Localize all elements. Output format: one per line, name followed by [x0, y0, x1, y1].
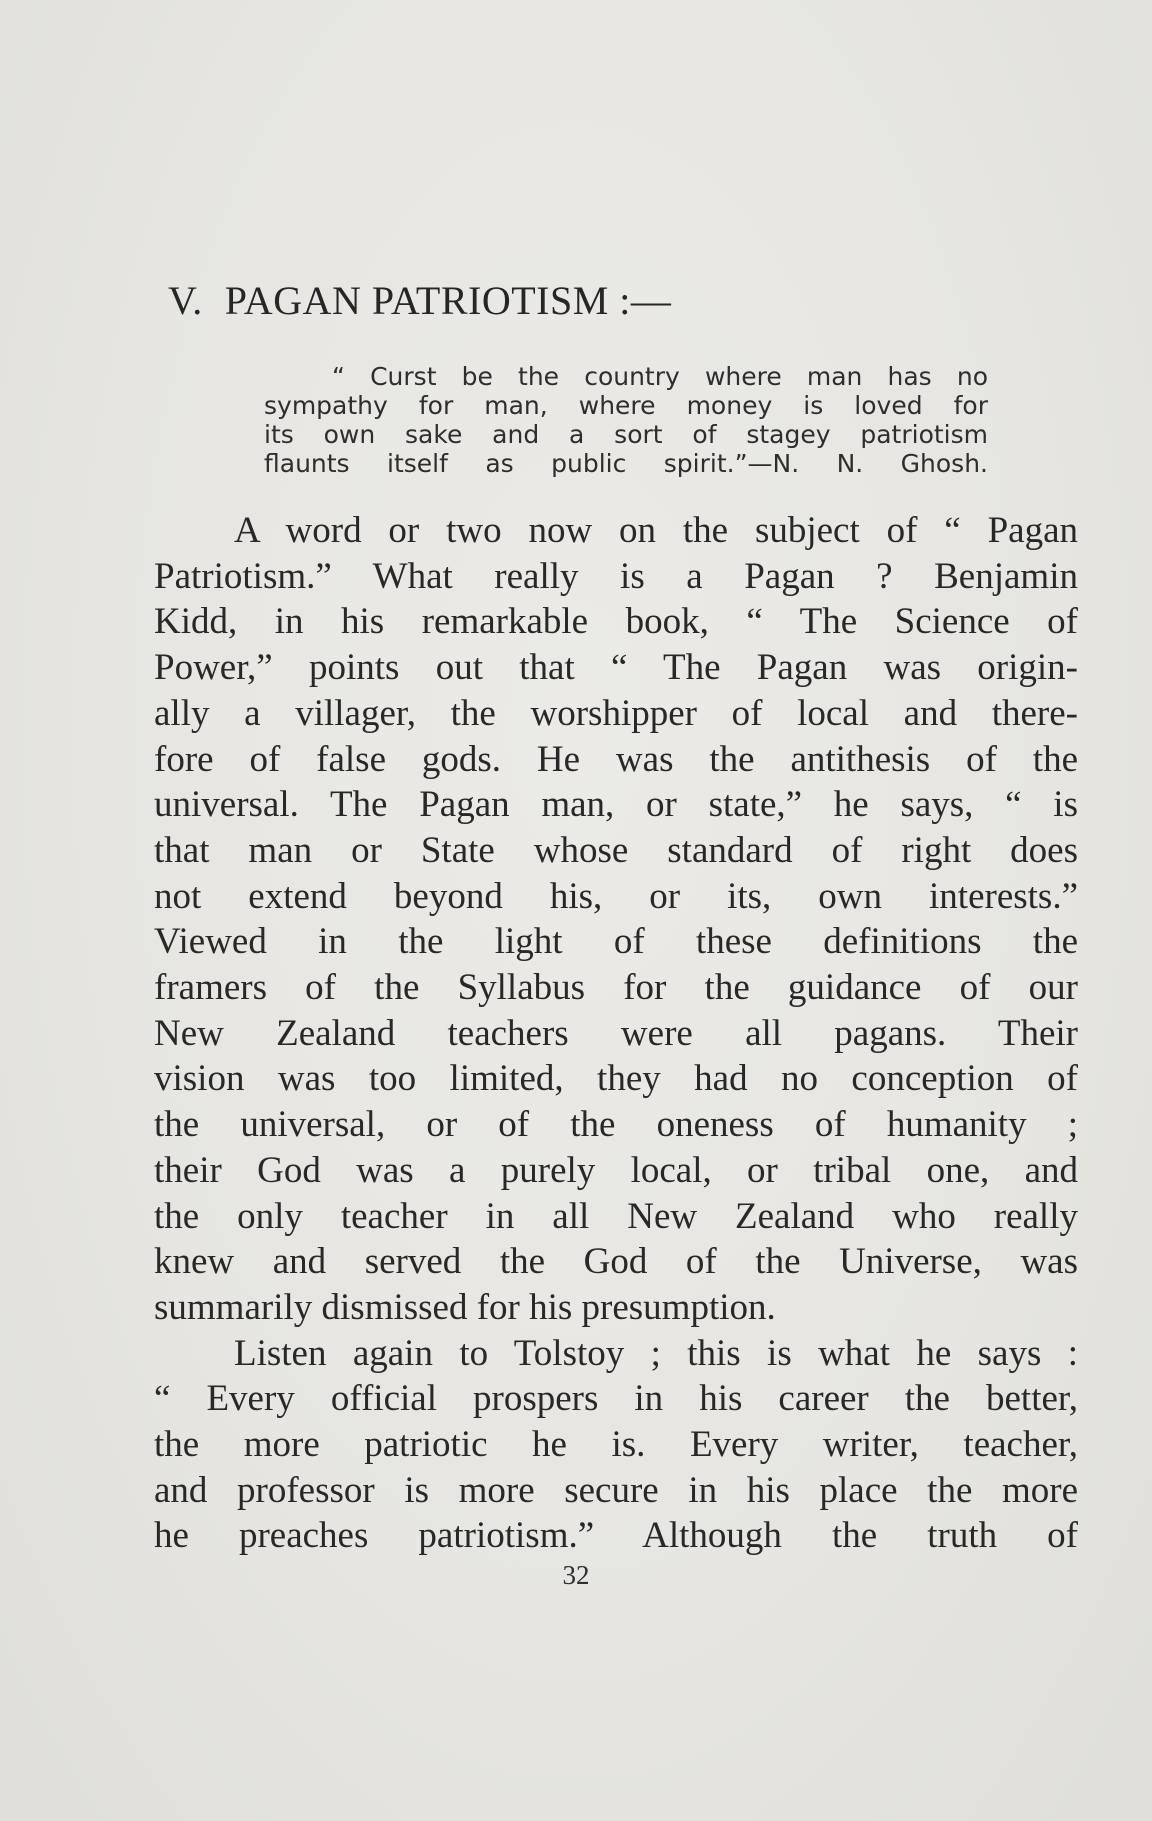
body-line: the more patriotic he is. Every writer, teacher,: [154, 1424, 1078, 1466]
body-line: Patriotism.” What really is a Pagan ? Benjamin: [154, 555, 1078, 597]
section-heading: [168, 277, 671, 324]
body-line: knew and served the God of the Universe, was: [154, 1241, 1078, 1283]
body-line: he preaches patriotism.” Although the truth of: [154, 1515, 1078, 1557]
epigraph-line: “ Curst be the country where man has no: [332, 362, 988, 391]
body-line: ally a villager, the worshipper of local and there-: [154, 692, 1078, 734]
body-line: summarily dismissed for his presumption.: [154, 1286, 776, 1328]
epigraph-line: sympathy for man, where money is loved for: [264, 391, 988, 420]
page-number: 32: [562, 1560, 590, 1590]
epigraph-quote: [264, 362, 988, 478]
body-line: A word or two now on the subject of “ Pagan: [234, 510, 1078, 551]
body-line: Power,” points out that “ The Pagan was origin-: [154, 647, 1078, 689]
body-line: vision was too limited, they had no conception of: [154, 1058, 1078, 1100]
body-line: the only teacher in all New Zealand who really: [154, 1195, 1078, 1237]
body-line: universal. The Pagan man, or state,” he says, “ is: [154, 784, 1078, 826]
body-line: their God was a purely local, or tribal one, and: [154, 1149, 1078, 1191]
section-title: PAGAN PATRIOTISM :—: [224, 278, 672, 323]
body-line: and professor is more secure in his place the more: [154, 1469, 1078, 1511]
section-numeral: V.: [168, 278, 203, 323]
body-line: framers of the Syllabus for the guidance of our: [154, 967, 1078, 1009]
epigraph-line: flaunts itself as public spirit.”—N. N. Ghosh.: [264, 449, 988, 478]
epigraph-line: its own sake and a sort of stagey patriotism: [264, 420, 988, 449]
body-line: Kidd, in his remarkable book, “ The Science of: [154, 601, 1078, 643]
body-line: Viewed in the light of these definitions the: [154, 921, 1078, 963]
body-line: not extend beyond his, or its, own interests.”: [154, 875, 1078, 917]
body-line: fore of false gods. He was the antithesis of the: [154, 738, 1078, 780]
body-text: [154, 508, 1078, 1559]
body-line: “ Every official prospers in his career the better,: [154, 1378, 1078, 1420]
body-line: the universal, or of the oneness of humanity ;: [154, 1104, 1078, 1146]
body-line: New Zealand teachers were all pagans. Their: [154, 1012, 1078, 1054]
body-line: Listen again to Tolstoy ; this is what he says :: [234, 1332, 1078, 1374]
body-line: that man or State whose standard of right does: [154, 829, 1078, 871]
